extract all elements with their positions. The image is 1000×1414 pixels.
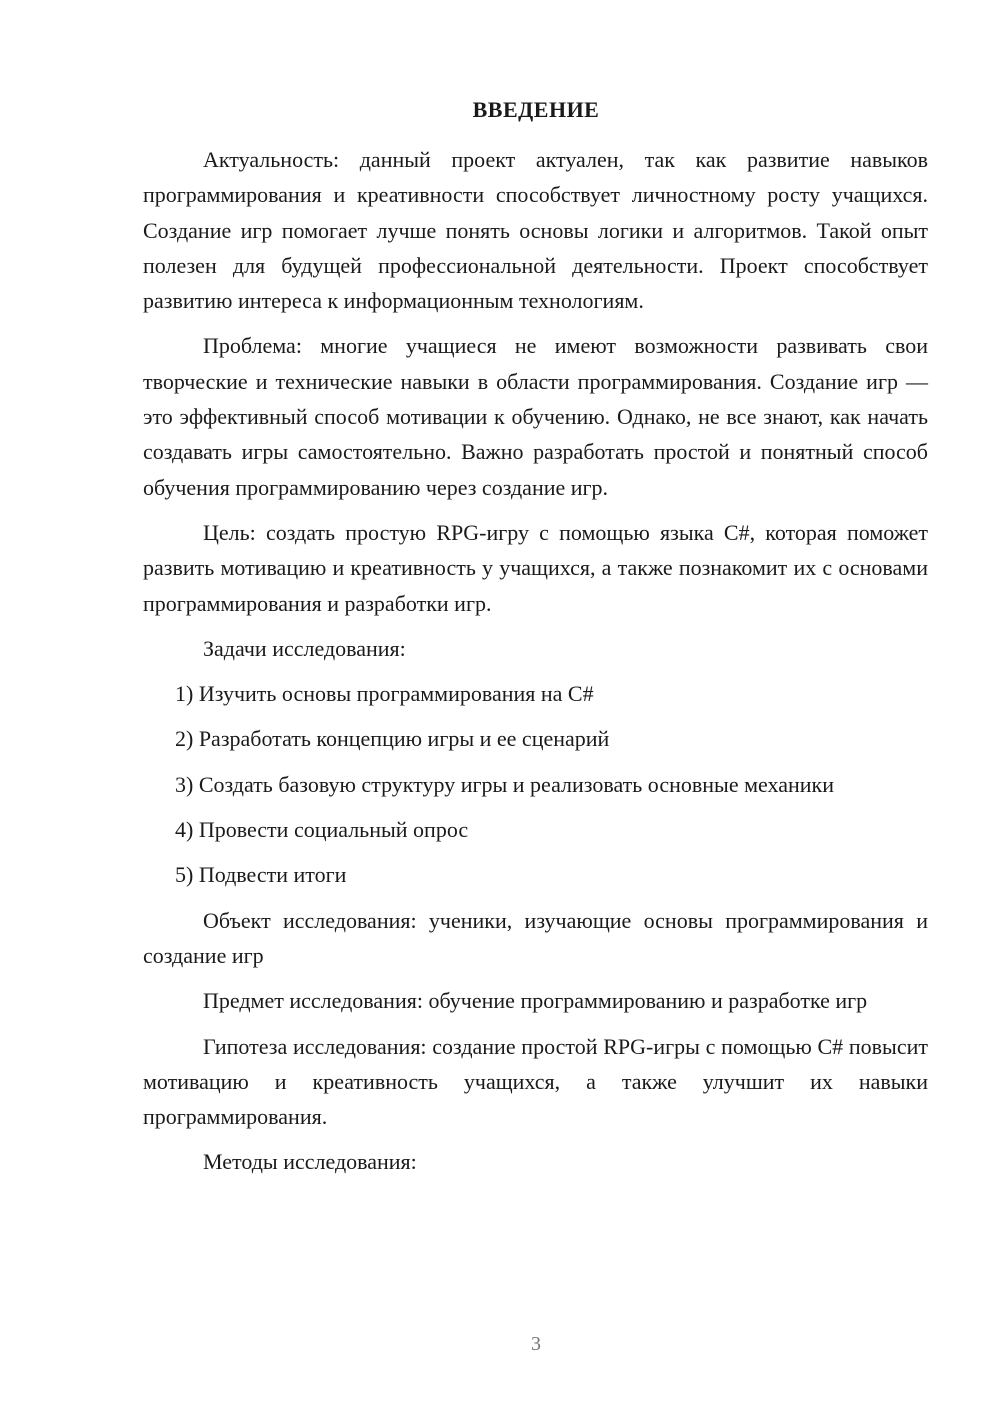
paragraph-object: Объект исследования: ученики, изучающие основы программирования и создание игр <box>143 907 928 968</box>
paragraph-goal: Цель: создать простую RPG-игру с помощью языка C#, которая поможет развить мотивацию и креативность у учащихся, а также познакомит их с основами программирования и разработки игр. <box>143 519 928 616</box>
list-item: 3) Создать базовую структуру игры и реализовать основные механики <box>175 771 834 797</box>
paragraph-relevance: Актуальность: данный проект актуален, так как развитие навыков программирования и креативности способствует личностному росту учащихся. Создание игр помогает лучше понять основы логики и алгоритмов. Такой опыт полезен для будущей профессиональной деятельности. Проект способствует развитию интереса к информационным технологиям. <box>143 147 928 314</box>
list-item: 4) Провести социальный опрос <box>175 817 469 843</box>
list-item: 1) Изучить основы программирования на C# <box>175 681 594 707</box>
document-body <box>143 142 928 1190</box>
page-title: ВВЕДЕНИЕ <box>472 97 600 122</box>
paragraph-subject: Предмет исследования: обучение программированию и разработке игр <box>203 988 868 1014</box>
tasks-heading: Задачи исследования: <box>203 635 406 661</box>
paragraph-problem: Проблема: многие учащиеся не имеют возможности развивать свои творческие и технические навыки в области программирования. Создание игр — это эффективный способ мотивации к обучению. Однако, не все знают, как начать создавать игры самостоятельно. Важно разработать простой и понятный способ обучения программированию через создание игр. <box>143 333 928 500</box>
page-number: 3 <box>531 1333 541 1355</box>
list-item: 5) Подвести итоги <box>175 862 347 888</box>
paragraph-hypothesis: Гипотеза исследования: создание простой RPG-игры с помощью C# повысит мотивацию и креативность учащихся, а также улучшит их навыки программирования. <box>143 1033 928 1130</box>
methods-heading: Методы исследования: <box>203 1149 417 1175</box>
list-item: 2) Разработать концепцию игры и ее сценарий <box>175 726 610 752</box>
tasks-list <box>143 676 928 892</box>
